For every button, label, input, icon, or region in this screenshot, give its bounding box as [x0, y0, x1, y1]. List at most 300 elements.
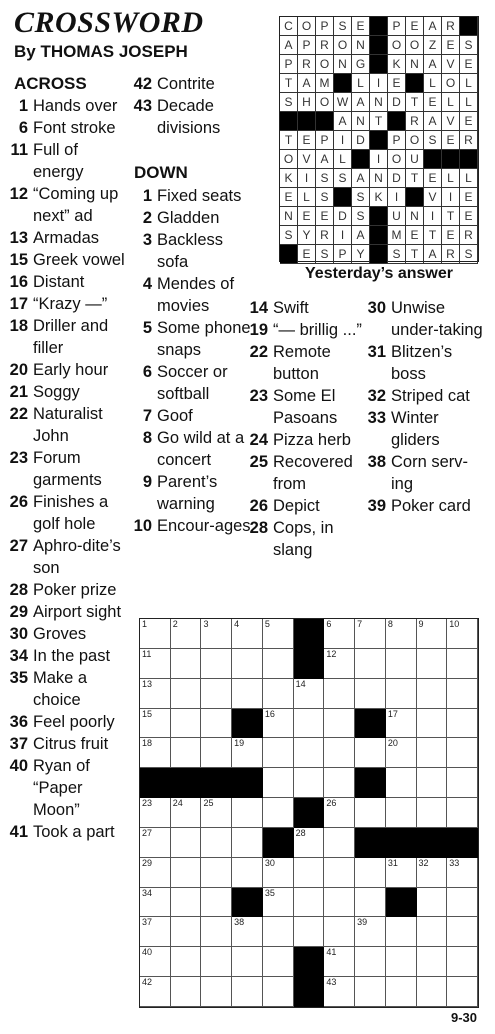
grid-square[interactable] [355, 977, 386, 1007]
clue [9, 733, 130, 755]
grid-square[interactable] [140, 679, 171, 709]
answer-letter: S [334, 17, 352, 36]
grid-square[interactable] [201, 977, 232, 1007]
grid-square[interactable] [263, 888, 294, 918]
grid-square[interactable] [201, 917, 232, 947]
grid-square[interactable] [447, 798, 478, 828]
black-square [334, 188, 352, 207]
answer-letter: I [298, 169, 316, 188]
black-square [417, 828, 448, 858]
clue [365, 451, 483, 495]
clue [133, 273, 253, 317]
clue [9, 755, 130, 821]
grid-square[interactable] [417, 798, 448, 828]
answer-letter: A [352, 226, 370, 245]
answer-letter: N [352, 112, 370, 131]
clue [9, 117, 130, 139]
clue-text: Mendes of movies [157, 275, 235, 315]
answer-letter: D [352, 131, 370, 150]
grid-square[interactable] [201, 828, 232, 858]
grid-square[interactable] [355, 738, 386, 768]
grid-square[interactable] [201, 679, 232, 709]
clue [9, 183, 130, 227]
grid-square[interactable] [417, 977, 448, 1007]
black-square [370, 36, 388, 55]
answer-letter: R [460, 226, 478, 245]
clue [9, 491, 130, 535]
answer-letter: L [424, 74, 442, 93]
grid-square[interactable] [417, 888, 448, 918]
clue-text: Cops, in slang [273, 519, 334, 559]
clue [133, 95, 253, 139]
clue-text: Gladden [157, 209, 220, 227]
grid-square[interactable] [355, 679, 386, 709]
yesterdays-answer-grid [279, 16, 479, 262]
grid-square[interactable] [355, 947, 386, 977]
answer-letter: C [280, 17, 298, 36]
grid-square[interactable] [447, 888, 478, 918]
grid-square[interactable] [355, 619, 386, 649]
clue-number: 7 [142, 407, 152, 425]
grid-square[interactable] [263, 768, 294, 798]
grid-square[interactable] [171, 649, 202, 679]
answer-letter: V [298, 150, 316, 169]
answer-letter: E [406, 17, 424, 36]
answer-letter: E [316, 207, 334, 226]
answer-letter: K [388, 55, 406, 74]
answer-letter: A [298, 74, 316, 93]
square-number: 43 [326, 977, 337, 988]
black-square [447, 828, 478, 858]
answer-letter: L [460, 93, 478, 112]
grid-square[interactable] [140, 947, 171, 977]
clue-number: 28 [9, 581, 28, 599]
grid-square[interactable] [201, 619, 232, 649]
answer-letter: Y [298, 226, 316, 245]
grid-square[interactable] [263, 709, 294, 739]
grid-square[interactable] [140, 828, 171, 858]
grid-square[interactable] [386, 977, 417, 1007]
answer-letter: I [334, 131, 352, 150]
clue [247, 385, 365, 429]
black-square [460, 17, 478, 36]
black-square [386, 828, 417, 858]
answer-letter: O [316, 55, 334, 74]
answer-letter: A [316, 150, 334, 169]
clue-text: Greek vowel [33, 251, 125, 269]
grid-square[interactable] [232, 798, 263, 828]
clue-number: 27 [9, 537, 28, 555]
grid-square[interactable] [417, 709, 448, 739]
grid-square[interactable] [324, 977, 355, 1007]
grid-square[interactable] [447, 679, 478, 709]
down-clues-column-3 [365, 297, 483, 517]
grid-square[interactable] [386, 709, 417, 739]
black-square [406, 188, 424, 207]
clue-number: 26 [249, 497, 268, 515]
clue-number: 22 [249, 343, 268, 361]
clue [9, 381, 130, 403]
grid-square[interactable] [171, 709, 202, 739]
grid-square[interactable] [324, 828, 355, 858]
grid-square[interactable] [140, 798, 171, 828]
clue [133, 471, 253, 515]
grid-square[interactable] [324, 709, 355, 739]
grid-square[interactable] [355, 858, 386, 888]
grid-square[interactable] [201, 738, 232, 768]
square-number: 31 [387, 857, 398, 868]
grid-square[interactable] [447, 619, 478, 649]
answer-letter: W [334, 93, 352, 112]
clue-text: Some phone snaps [157, 319, 251, 359]
answer-letter: T [406, 93, 424, 112]
grid-square[interactable] [324, 679, 355, 709]
grid-square[interactable] [324, 738, 355, 768]
clue [247, 341, 365, 385]
clue-text: Soggy [33, 383, 80, 401]
grid-square[interactable] [140, 738, 171, 768]
grid-square[interactable] [140, 619, 171, 649]
grid-square[interactable] [386, 858, 417, 888]
grid-square[interactable] [294, 858, 325, 888]
clue-text: “Krazy —” [33, 295, 108, 313]
grid-square[interactable] [201, 649, 232, 679]
grid-square[interactable] [324, 917, 355, 947]
grid-square[interactable] [232, 619, 263, 649]
grid-square[interactable] [417, 917, 448, 947]
clue-number: 36 [9, 713, 28, 731]
answer-letter: L [298, 188, 316, 207]
down-heading: DOWN [134, 163, 188, 182]
grid-square[interactable] [447, 947, 478, 977]
grid-square[interactable] [447, 917, 478, 947]
answer-letter: O [298, 17, 316, 36]
clue-text: Ryan of “Paper Moon” [33, 757, 90, 819]
answer-letter: P [388, 131, 406, 150]
grid-square[interactable] [324, 947, 355, 977]
clue-number: 32 [367, 387, 386, 405]
clue-text: Full of energy [33, 141, 84, 181]
grid-square[interactable] [447, 768, 478, 798]
clue-number: 8 [142, 429, 152, 447]
grid-square[interactable] [263, 649, 294, 679]
clue [9, 315, 130, 359]
grid-square[interactable] [324, 649, 355, 679]
answer-letter: A [334, 112, 352, 131]
clue [247, 319, 365, 341]
grid-square[interactable] [232, 917, 263, 947]
answer-letter: H [298, 93, 316, 112]
clue-text: Make a choice [33, 669, 88, 709]
answer-letter: G [352, 55, 370, 74]
grid-square[interactable] [201, 709, 232, 739]
answer-letter: L [460, 169, 478, 188]
grid-square[interactable] [386, 649, 417, 679]
square-number: 26 [326, 798, 337, 809]
clue-text: Go wild at a concert [157, 429, 245, 469]
square-number: 13 [142, 678, 153, 689]
square-number: 18 [142, 738, 153, 749]
clue-number: 30 [367, 299, 386, 317]
square-number: 34 [142, 887, 153, 898]
answer-letter: S [352, 207, 370, 226]
answer-letter: N [280, 207, 298, 226]
answer-letter: S [352, 188, 370, 207]
answer-letter: S [316, 188, 334, 207]
grid-square[interactable] [355, 649, 386, 679]
square-number: 12 [326, 648, 337, 659]
clue [133, 427, 253, 471]
answer-letter: D [388, 169, 406, 188]
answer-letter: S [460, 245, 478, 264]
grid-square[interactable] [447, 977, 478, 1007]
grid-square[interactable] [324, 768, 355, 798]
clue [9, 95, 130, 117]
grid-square[interactable] [355, 917, 386, 947]
grid-square[interactable] [263, 858, 294, 888]
grid-square[interactable] [232, 738, 263, 768]
clue [365, 297, 483, 341]
square-number: 9 [418, 619, 424, 629]
clue-number: 37 [9, 735, 28, 753]
grid-square[interactable] [324, 798, 355, 828]
clue [247, 429, 365, 451]
clue-text: Remote button [273, 343, 331, 383]
grid-square[interactable] [201, 888, 232, 918]
grid-square[interactable] [294, 828, 325, 858]
answer-letter: E [280, 188, 298, 207]
clue-text: Feel poorly [33, 713, 115, 731]
grid-square[interactable] [386, 798, 417, 828]
answer-letter: R [442, 245, 460, 264]
clue [133, 73, 253, 95]
down-clues-column-2 [247, 297, 365, 561]
square-number: 4 [234, 619, 240, 629]
grid-square[interactable] [417, 649, 448, 679]
answer-letter: I [370, 74, 388, 93]
answer-letter: P [298, 36, 316, 55]
clue-number: 6 [142, 363, 152, 381]
down-clues-column-1 [133, 185, 253, 537]
grid-square[interactable] [171, 947, 202, 977]
answer-letter: R [316, 226, 334, 245]
answer-letter: I [424, 207, 442, 226]
grid-square[interactable] [232, 649, 263, 679]
grid-square[interactable] [232, 947, 263, 977]
answer-letter: R [442, 17, 460, 36]
clue [365, 341, 483, 385]
answer-letter: O [280, 150, 298, 169]
answer-letter: V [442, 112, 460, 131]
grid-square[interactable] [294, 917, 325, 947]
clue-number: 1 [18, 97, 28, 115]
grid-square[interactable] [324, 888, 355, 918]
square-number: 17 [387, 708, 398, 719]
answer-letter: P [388, 17, 406, 36]
grid-square[interactable] [140, 977, 171, 1007]
grid-square[interactable] [171, 619, 202, 649]
black-square [171, 768, 202, 798]
clue [133, 405, 253, 427]
square-number: 27 [142, 827, 153, 838]
black-square [294, 947, 325, 977]
clue [9, 601, 130, 623]
grid-square[interactable] [447, 858, 478, 888]
grid-square[interactable] [232, 858, 263, 888]
grid-square[interactable] [201, 858, 232, 888]
black-square [334, 74, 352, 93]
answer-letter: O [388, 36, 406, 55]
square-number: 40 [142, 947, 153, 958]
black-square [386, 888, 417, 918]
grid-square[interactable] [201, 798, 232, 828]
answer-letter: A [352, 169, 370, 188]
grid-square[interactable] [355, 798, 386, 828]
grid-square[interactable] [386, 947, 417, 977]
grid-square[interactable] [263, 917, 294, 947]
grid-square[interactable] [386, 917, 417, 947]
square-number: 37 [142, 917, 153, 928]
grid-square[interactable] [140, 888, 171, 918]
grid-square[interactable] [232, 828, 263, 858]
grid-square[interactable] [294, 888, 325, 918]
clue-number: 30 [9, 625, 28, 643]
grid-square[interactable] [263, 679, 294, 709]
black-square [140, 768, 171, 798]
grid-square[interactable] [386, 738, 417, 768]
grid-square[interactable] [232, 977, 263, 1007]
clue-text: Striped cat [391, 387, 470, 405]
grid-square[interactable] [417, 858, 448, 888]
grid-square[interactable] [171, 738, 202, 768]
grid-square[interactable] [324, 619, 355, 649]
grid-square[interactable] [263, 947, 294, 977]
grid-square[interactable] [447, 649, 478, 679]
clue [9, 667, 130, 711]
across-clues-column-1 [9, 95, 130, 843]
grid-square[interactable] [417, 947, 448, 977]
grid-square[interactable] [294, 738, 325, 768]
clue-text: Recovered from [273, 453, 353, 493]
clue-number: 28 [249, 519, 268, 537]
grid-square[interactable] [171, 798, 202, 828]
grid-square[interactable] [386, 619, 417, 649]
clue [133, 207, 253, 229]
clue [133, 361, 253, 405]
clue-number: 14 [249, 299, 268, 317]
clue [9, 579, 130, 601]
grid-square[interactable] [417, 619, 448, 649]
answer-letter: L [442, 93, 460, 112]
clue-text: Fixed seats [157, 187, 242, 205]
answer-letter: N [370, 169, 388, 188]
grid-square[interactable] [417, 679, 448, 709]
clue [9, 293, 130, 315]
grid-square[interactable] [263, 977, 294, 1007]
grid-square[interactable] [294, 679, 325, 709]
clue-text: Soccer or softball [157, 363, 228, 403]
clue [133, 317, 253, 361]
answer-letter: I [334, 226, 352, 245]
grid-square[interactable] [171, 858, 202, 888]
clue [247, 451, 365, 495]
grid-square[interactable] [140, 917, 171, 947]
grid-square[interactable] [263, 619, 294, 649]
clue [9, 403, 130, 447]
answer-letter: V [424, 188, 442, 207]
grid-square[interactable] [447, 738, 478, 768]
clue-number: 24 [249, 431, 268, 449]
grid-square[interactable] [417, 738, 448, 768]
clue [133, 229, 253, 273]
answer-letter: E [298, 245, 316, 264]
clue [9, 227, 130, 249]
answer-letter: N [370, 93, 388, 112]
grid-square[interactable] [171, 888, 202, 918]
grid-square[interactable] [386, 679, 417, 709]
clue-number: 39 [367, 497, 386, 515]
grid-square[interactable] [140, 649, 171, 679]
answer-letter: A [352, 93, 370, 112]
grid-square[interactable] [232, 679, 263, 709]
grid-square[interactable] [417, 768, 448, 798]
answer-letter: E [460, 55, 478, 74]
across-clues-column-2 [133, 73, 253, 139]
clue-text: Early hour [33, 361, 109, 379]
black-square [352, 150, 370, 169]
grid-square[interactable] [386, 768, 417, 798]
clue-number: 33 [367, 409, 386, 427]
grid-square[interactable] [171, 977, 202, 1007]
clue-text: Distant [33, 273, 85, 291]
grid-square[interactable] [447, 709, 478, 739]
clue [133, 185, 253, 207]
grid-square[interactable] [294, 709, 325, 739]
clue [9, 271, 130, 293]
clue-number: 18 [9, 317, 28, 335]
grid-square[interactable] [140, 709, 171, 739]
answer-letter: E [442, 131, 460, 150]
grid-square[interactable] [263, 798, 294, 828]
grid-square[interactable] [294, 768, 325, 798]
grid-square[interactable] [324, 858, 355, 888]
clue-number: 3 [142, 231, 152, 249]
clue-text: Backless sofa [157, 231, 224, 271]
byline: By THOMAS JOSEPH [14, 42, 188, 61]
clue-text: Armadas [33, 229, 100, 247]
answer-letter: T [406, 169, 424, 188]
clue-text: “— brillig ...” [273, 321, 362, 339]
grid-square[interactable] [355, 888, 386, 918]
grid-square[interactable] [171, 679, 202, 709]
square-number: 38 [234, 917, 245, 928]
clue-number: 34 [9, 647, 28, 665]
grid-square[interactable] [201, 947, 232, 977]
answer-letter: L [334, 150, 352, 169]
grid-square[interactable] [140, 858, 171, 888]
answer-letter: K [370, 188, 388, 207]
answer-letter: O [442, 74, 460, 93]
black-square [232, 768, 263, 798]
grid-square[interactable] [171, 828, 202, 858]
grid-square[interactable] [263, 738, 294, 768]
answer-letter: O [406, 36, 424, 55]
answer-letter: P [280, 55, 298, 74]
black-square [294, 649, 325, 679]
grid-square[interactable] [171, 917, 202, 947]
square-number: 14 [295, 678, 306, 689]
clue-number: 38 [367, 453, 386, 471]
